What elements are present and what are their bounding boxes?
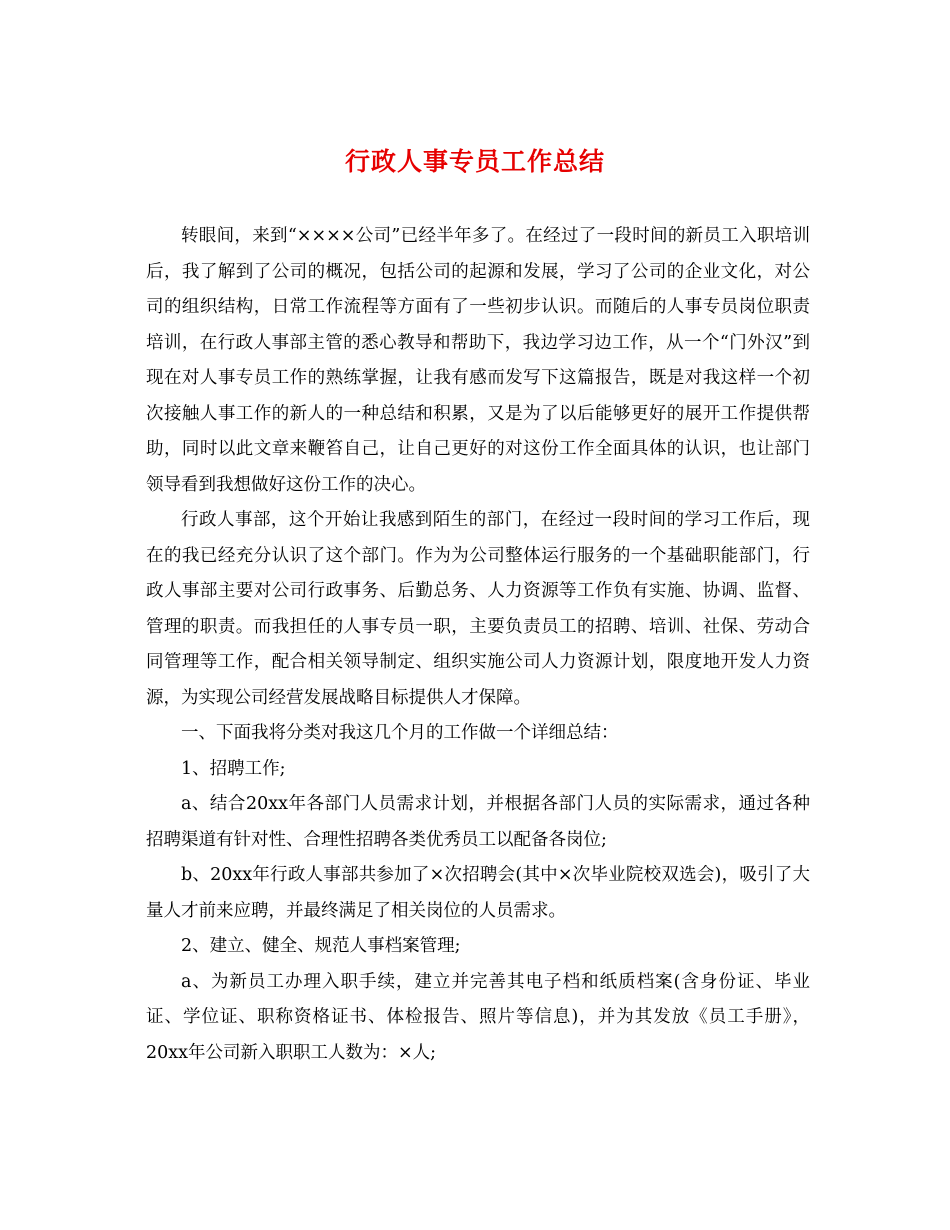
paragraph-item-archives: 2、建立、健全、规范人事档案管理; [181, 936, 461, 956]
paragraph-item-recruitment: 1、招聘工作; [181, 758, 286, 779]
document-body [146, 219, 810, 1071]
paragraph-item-recruitment-a: a、结合20xx年各部门人员需求计划，并根据各部门人员的实际需求，通过各种招聘渠道有针对性、合理性招聘各类优秀员工以配备各岗位; [146, 794, 810, 850]
paragraph-intro: 转眼间，来到“××××公司”已经半年多了。在经过了一段时间的新员工入职培训后，我了解到了公司的概况，包括公司的起源和发展，学习了公司的企业文化，对公司的组织结构，日常工作流程等方面有了一些初步认识。而随后的人事专员岗位职责培训，在行政人事部主管的悉心教导和帮助下，我边学习边工作，从一个“门外汉”到现在对人事专员工作的熟练掌握，让我有感而发写下这篇报告，既是对我这样一个初次接触人事工作的新人的一种总结和积累，又是为了以后能够更好的展开工作提供帮助，同时以此文章来鞭笞自己，让自己更好的对这份工作全面具体的认识，也让部门领导看到我想做好这份工作的决心。 [146, 226, 810, 495]
paragraph-item-archives-a: a、为新员工办理入职手续，建立并完善其电子档和纸质档案(含身份证、毕业证、学位证、职称资格证书、体检报告、照片等信息)，并为其发放《员工手册》，20xx年公司新入职职工人数为：×人; [146, 971, 810, 1063]
paragraph-item-recruitment-b: b、20xx年行政人事部共参加了×次招聘会(其中×次毕业院校双选会)，吸引了大量人才前来应聘，并最终满足了相关岗位的人员需求。 [146, 865, 810, 921]
paragraph-section-heading: 一、下面我将分类对我这几个月的工作做一个详细总结： [181, 723, 619, 743]
paragraph-department: 行政人事部，这个开始让我感到陌生的部门，在经过一段时间的学习工作后，现在的我已经充分认识了这个部门。作为为公司整体运行服务的一个基础职能部门，行政人事部主要对公司行政事务、后勤总务、人力资源等工作负有实施、协调、监督、管理的职责。而我担任的人事专员一职，主要负责员工的招聘、培训、社保、劳动合同管理等工作，配合相关领导制定、组织实施公司人力资源计划，限度地开发人力资源，为实现公司经营发展战略目标提供人才保障。 [146, 510, 810, 708]
document-title: 行政人事专员工作总结 [344, 147, 605, 176]
